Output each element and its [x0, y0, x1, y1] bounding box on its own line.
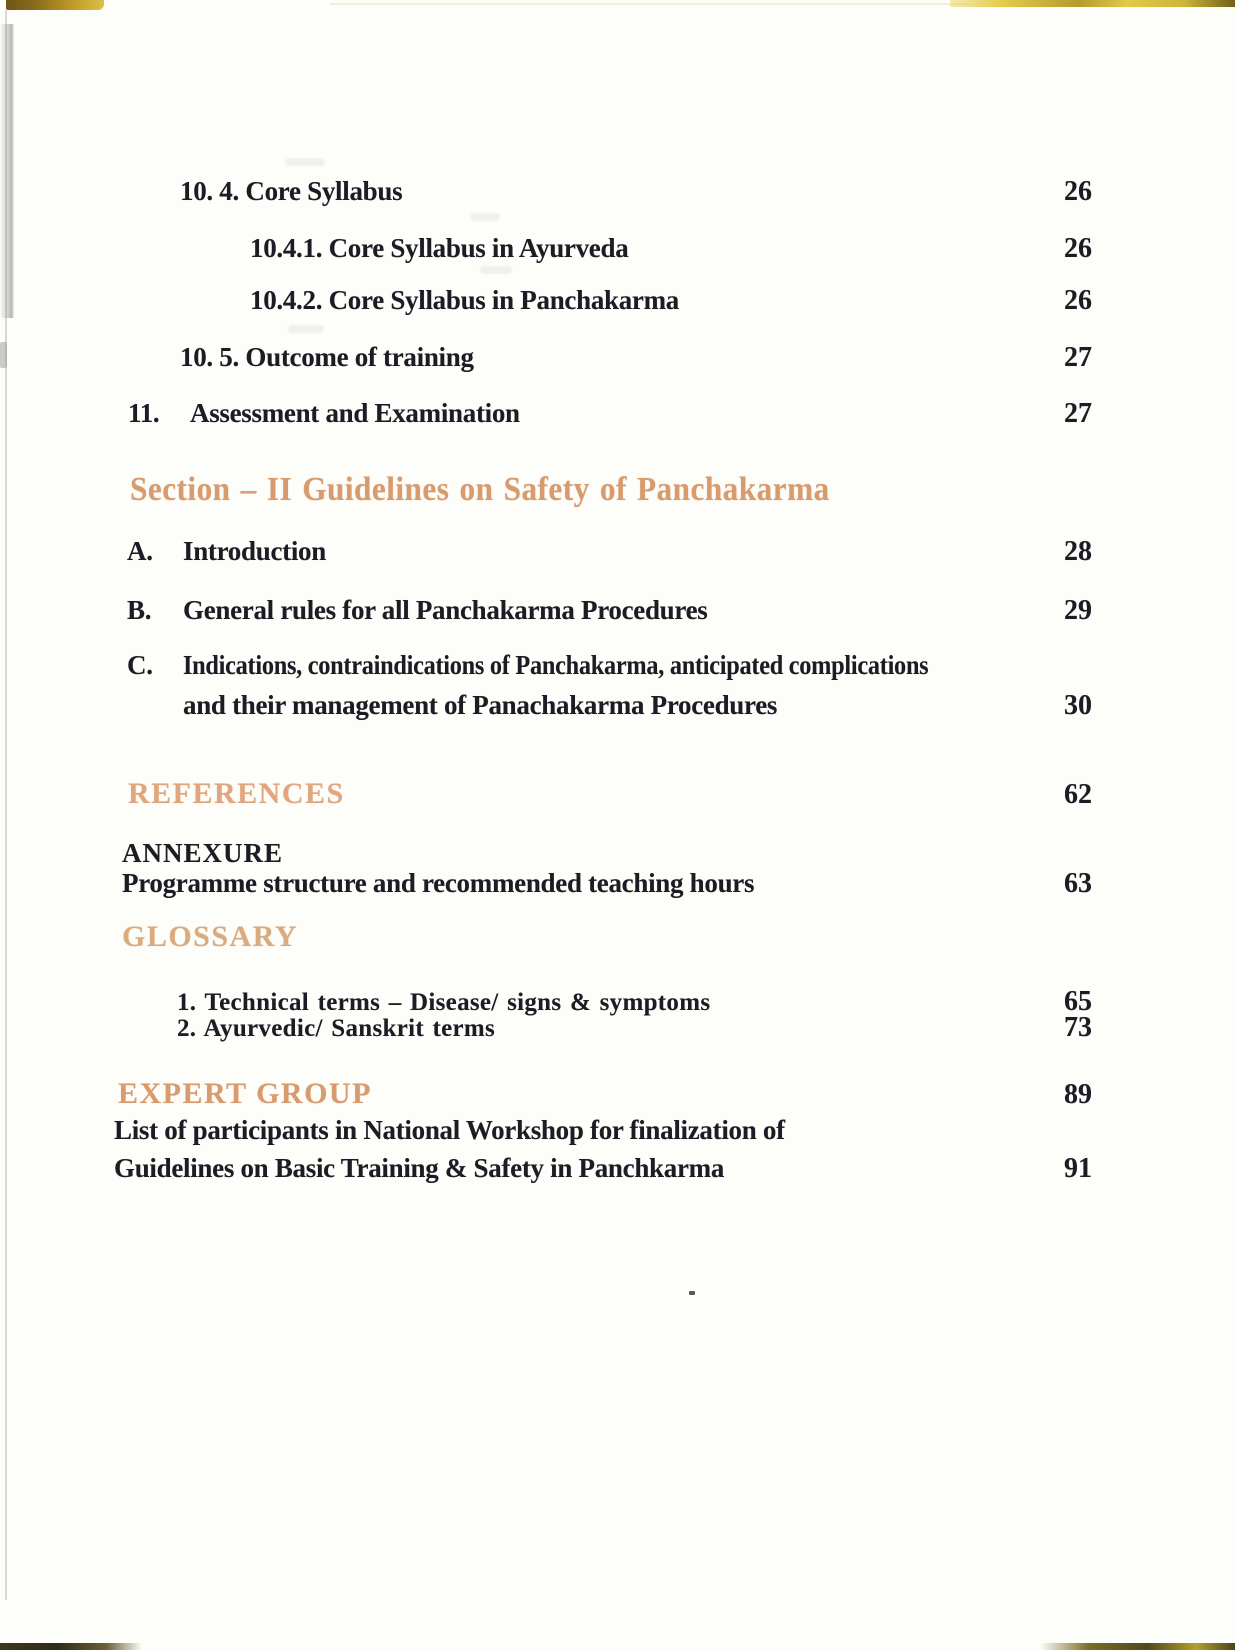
toc-entry-label: List of participants in National Workshop for finalization of: [114, 1115, 785, 1145]
scan-smudge: [470, 213, 500, 221]
toc-entry-label: 10.4.1. Core Syllabus in Ayurveda: [250, 233, 629, 263]
expert-group-heading: EXPERT GROUP: [118, 1077, 372, 1110]
page-number: 30: [1064, 690, 1092, 721]
page-number: 26: [1064, 233, 1092, 264]
toc-entry-number: C.: [127, 650, 153, 680]
page-number: 62: [1064, 779, 1092, 810]
page-number: 29: [1064, 595, 1092, 626]
page-number: 65: [1064, 986, 1092, 1017]
scan-edge-left-tick: [0, 342, 7, 368]
toc-entry-introduction: [127, 537, 1092, 566]
glossary-heading: GLOSSARY: [122, 920, 298, 953]
toc-entry-sanskrit-terms: [177, 1013, 1092, 1042]
scan-edge-left-band: [1, 24, 14, 318]
toc-entry-outcome-of-training: [180, 343, 1092, 372]
toc-entry-label: 1. Technical terms – Disease/ signs & symptoms: [177, 989, 711, 1016]
page-number: 73: [1064, 1012, 1092, 1043]
page-number: 91: [1064, 1153, 1092, 1184]
toc-entry-label: 10. 5. Outcome of training: [180, 342, 474, 372]
page-number: 27: [1064, 398, 1092, 429]
scan-smudge: [480, 266, 512, 274]
scan-edge-bottom-left: [0, 1643, 142, 1650]
toc-entry-annexure-description: [122, 869, 1092, 898]
toc-entry-participants-line1: [114, 1116, 1092, 1144]
toc-entry-general-rules: [127, 596, 1092, 625]
toc-entry-annexure: [122, 839, 1092, 867]
toc-entry-expert-group: [118, 1078, 1092, 1110]
toc-entry-indications-line1: [127, 651, 1092, 679]
scan-speck: [689, 1291, 695, 1295]
scan-edge-left-line: [5, 10, 7, 1600]
toc-entry-label: Indications, contraindications of Panchakarma, anticipated complications: [183, 650, 929, 680]
toc-entry-label: General rules for all Panchakarma Procedures: [183, 595, 708, 625]
toc-entry-label: 10.4.2. Core Syllabus in Panchakarma: [250, 285, 680, 315]
toc-entry-label: 10. 4. Core Syllabus: [180, 176, 403, 206]
toc-entry-core-syllabus-ayurveda: [250, 234, 1092, 263]
page-number: 28: [1064, 536, 1092, 567]
toc-entry-number: B.: [127, 595, 152, 625]
toc-entry-glossary: [122, 921, 1092, 953]
toc-entry-label: Guidelines on Basic Training & Safety in Panchkarma: [114, 1153, 725, 1183]
annexure-heading: ANNEXURE: [122, 838, 284, 868]
gold-page-edge-top-fade: [95, 2, 340, 6]
page-number: 26: [1064, 285, 1092, 316]
references-heading: REFERENCES: [128, 777, 345, 810]
toc-entry-label: Assessment and Examination: [190, 398, 520, 428]
toc-entry-assessment-examination: [128, 399, 1092, 428]
toc-entry-label: Introduction: [183, 536, 326, 566]
toc-entry-label: Programme structure and recommended teaching hours: [122, 868, 755, 898]
toc-entry-core-syllabus-panchakarma: [250, 286, 1092, 315]
scan-smudge: [288, 325, 324, 333]
toc-entry-number: 11.: [128, 398, 160, 428]
scan-edge-bottom-right: [1040, 1643, 1235, 1650]
page-number: 89: [1064, 1079, 1092, 1110]
gold-page-edge-top-middle: [330, 3, 970, 5]
gold-page-edge-top-left: [6, 0, 104, 10]
toc-entry-technical-terms: [177, 987, 1092, 1016]
gold-page-edge-top-right: [950, 0, 1235, 7]
toc-entry-core-syllabus: [180, 177, 1092, 206]
page-number: 26: [1064, 176, 1092, 207]
toc-entry-number: A.: [127, 536, 153, 566]
toc-entry-indications-line2: [183, 691, 1092, 720]
section-2-heading: Section – II Guidelines on Safety of Panchakarma: [130, 471, 830, 508]
scan-smudge: [285, 158, 325, 166]
page-number: 63: [1064, 868, 1092, 899]
toc-entry-participants-line2: [114, 1154, 1092, 1183]
toc-entry-references: [128, 778, 1092, 810]
toc-entry-label: and their management of Panachakarma Procedures: [183, 690, 778, 720]
toc-entry-label: 2. Ayurvedic/ Sanskrit terms: [177, 1015, 496, 1042]
page-number: 27: [1064, 342, 1092, 373]
